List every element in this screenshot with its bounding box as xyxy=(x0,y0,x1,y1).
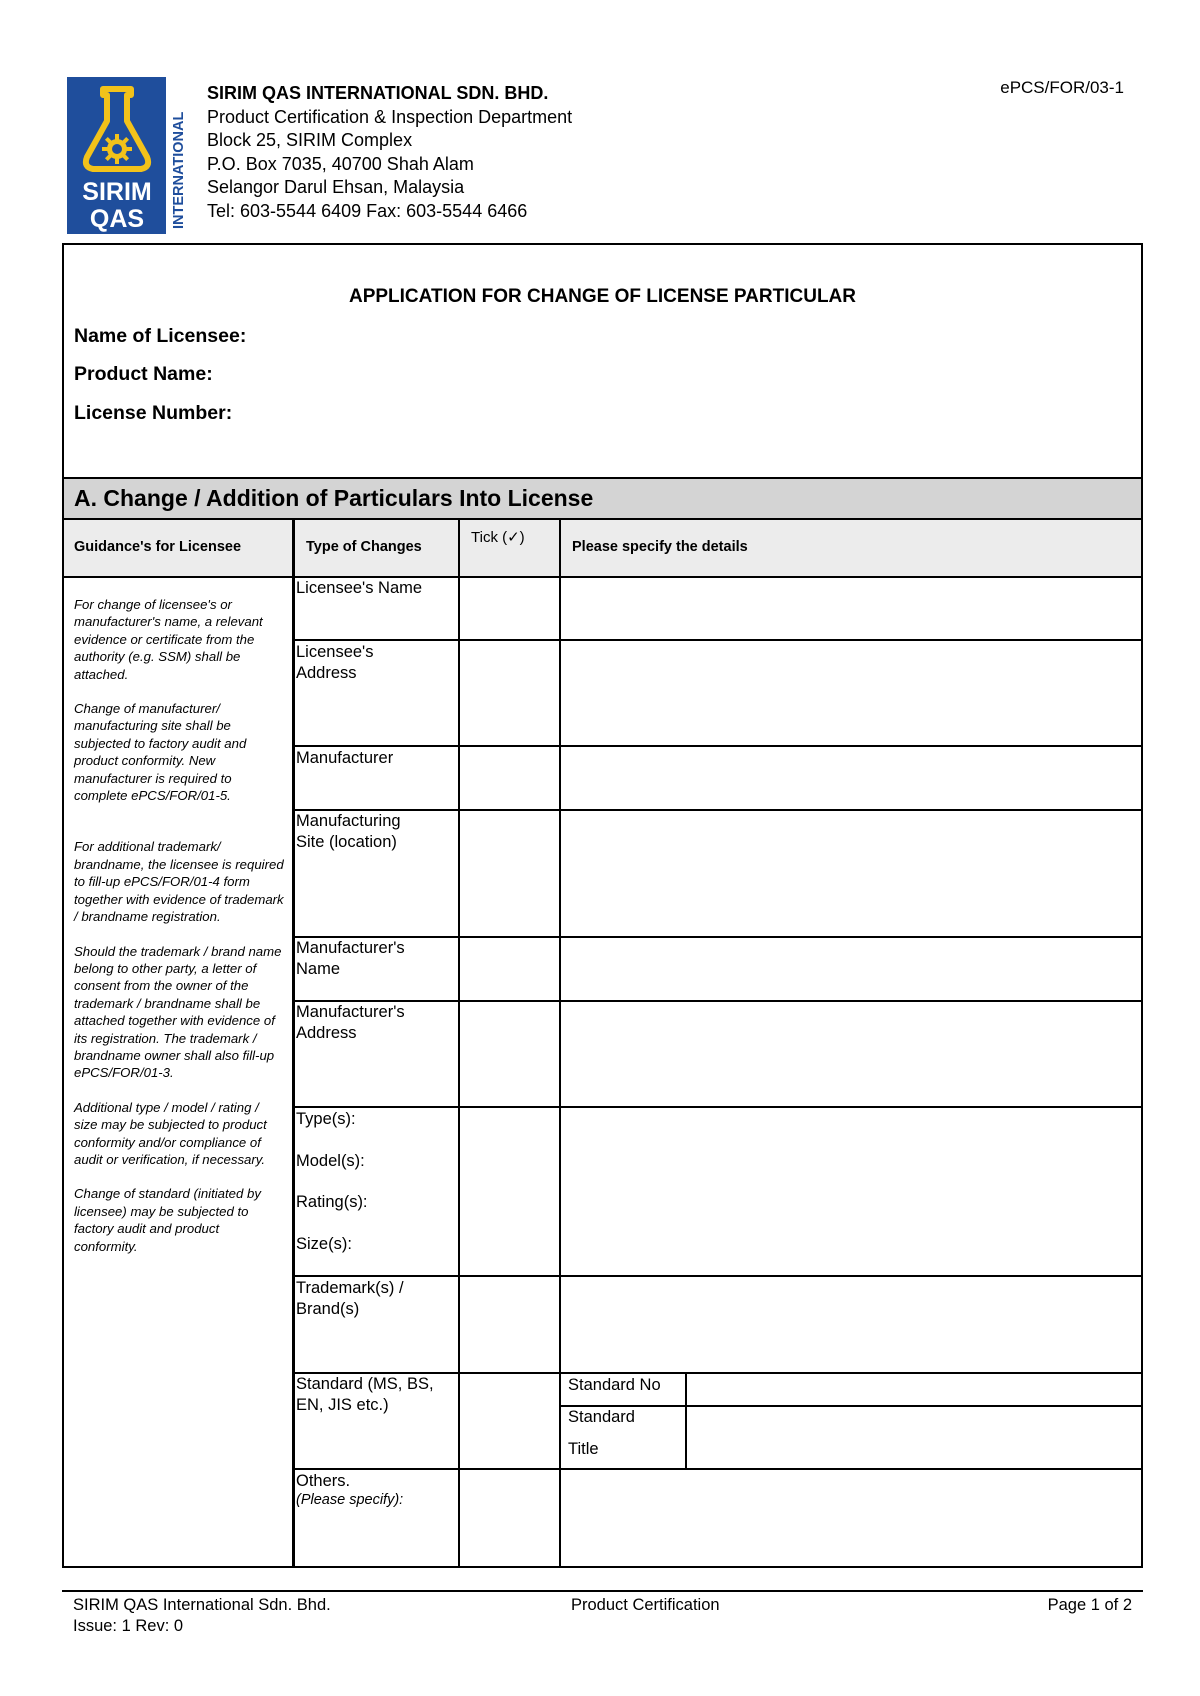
footer-rule xyxy=(62,1590,1143,1592)
column-details: Please specify the details xyxy=(572,539,748,555)
row-ratings: Rating(s): xyxy=(296,1193,368,1211)
row-divider xyxy=(294,1275,1141,1277)
company-address-block xyxy=(207,82,572,223)
row-others xyxy=(296,1471,446,1508)
guidance-note: Change of manufacturer/ manufacturing site shall be subjected to factory audit and product conformity. New manufacturer is required to complete ePCS/FOR/01-5. xyxy=(74,701,247,804)
row-standard: Standard (MS, BS, EN, JIS etc.) xyxy=(296,1375,434,1414)
row-manufacturing-site: Manufacturing Site (location) xyxy=(296,812,401,851)
footer-issue: Issue: 1 Rev: 0 xyxy=(73,1617,184,1635)
column-type-of-changes: Type of Changes xyxy=(306,539,422,555)
tick-licensee-name[interactable] xyxy=(461,578,559,639)
divider-guidance xyxy=(292,520,295,1568)
department: Product Certification & Inspection Department xyxy=(207,106,573,127)
sirim-qas-logo xyxy=(67,77,187,234)
row-manufacturer: Manufacturer xyxy=(296,749,394,767)
divider-type xyxy=(458,520,460,1568)
logo-text-qas: QAS xyxy=(89,205,145,233)
column-tick: Tick (✓) xyxy=(471,529,525,546)
standard-title-label-1: Standard xyxy=(568,1408,635,1426)
license-number-field[interactable]: License Number: xyxy=(74,402,233,424)
licensee-name-field[interactable]: Name of Licensee: xyxy=(74,325,247,347)
logo-text-international: INTERNATIONAL xyxy=(171,111,187,229)
others-label: Others. xyxy=(296,1472,351,1490)
application-form xyxy=(62,243,1143,1568)
others-note: (Please specify): xyxy=(296,1492,404,1508)
form-title-block xyxy=(64,245,1141,477)
row-divider xyxy=(294,745,1141,747)
row-sizes: Size(s): xyxy=(296,1235,352,1253)
address-line-3: Selangor Darul Ehsan, Malaysia xyxy=(207,177,465,197)
row-divider xyxy=(294,1468,1141,1470)
logo-text-sirim: SIRIM xyxy=(82,178,152,206)
row-models: Model(s): xyxy=(296,1152,365,1170)
row-divider xyxy=(294,1106,1141,1108)
guidance-note: Additional type / model / rating / size may be subjected to product conformity and/or compliance of audit or verification, if necessary. xyxy=(74,1099,267,1167)
divider-tick xyxy=(559,520,561,1568)
footer-center: Product Certification xyxy=(571,1596,720,1614)
section-a-title: A. Change / Addition of Particulars Into License xyxy=(74,485,594,511)
row-divider xyxy=(294,639,1141,641)
row-licensee-name: Licensee's Name xyxy=(296,579,423,597)
footer-left xyxy=(73,1595,331,1637)
row-trademark: Trademark(s) / Brand(s) xyxy=(296,1279,404,1318)
guidance-note: For change of licensee's or manufacturer's name, a relevant evidence or certificate from the authority (e.g. SSM) shall be attached. xyxy=(74,597,263,682)
form-title: APPLICATION FOR CHANGE OF LICENSE PARTICULAR xyxy=(348,286,857,307)
section-a-header xyxy=(64,477,1141,520)
guidance-notes xyxy=(74,596,284,1272)
document-reference: ePCS/FOR/03-1 xyxy=(1000,78,1124,97)
standard-title-label-2: Title xyxy=(568,1440,599,1458)
company-name: SIRIM QAS INTERNATIONAL SDN. BHD. xyxy=(207,83,549,103)
product-name-field[interactable]: Product Name: xyxy=(74,363,213,385)
guidance-note: For additional trademark/ brandname, the licensee is required to fill-up ePCS/FOR/01-4 form together with evidence of trademark / brandname registration. xyxy=(74,839,284,925)
footer-page-number: Page 1 of 2 xyxy=(1047,1596,1132,1614)
details-licensee-name[interactable] xyxy=(562,578,1141,639)
divider-standard-sub xyxy=(685,1374,687,1470)
address-line-1: Block 25, SIRIM Complex xyxy=(207,130,413,150)
guidance-note: Change of standard (initiated by licensee) may be subjected to factory audit and product conformity. xyxy=(74,1186,261,1254)
row-types: Type(s): xyxy=(296,1110,356,1128)
guidance-note: Should the trademark / brand name belong to other party, a letter of consent from the owner of the trademark / brandname shall be attached together with evidence of its registration. The trademark / brandname owner shall also fill-up ePCS/FOR/01-3. xyxy=(74,943,282,1081)
contact-line: Tel: 603-5544 6409 Fax: 603-5544 6466 xyxy=(207,200,528,221)
footer-company: SIRIM QAS International Sdn. Bhd. xyxy=(73,1596,331,1614)
standard-no-label: Standard No xyxy=(568,1376,661,1394)
row-divider-standard-no xyxy=(561,1405,1141,1407)
table-header-row xyxy=(64,520,1141,578)
row-manufacturer-address: Manufacturer's Address xyxy=(296,1003,405,1042)
row-licensee-address: Licensee's Address xyxy=(296,643,374,682)
address-line-2: P.O. Box 7035, 40700 Shah Alam xyxy=(207,153,474,174)
row-manufacturer-name: Manufacturer's Name xyxy=(296,939,405,978)
column-guidance: Guidance's for Licensee xyxy=(74,539,242,555)
